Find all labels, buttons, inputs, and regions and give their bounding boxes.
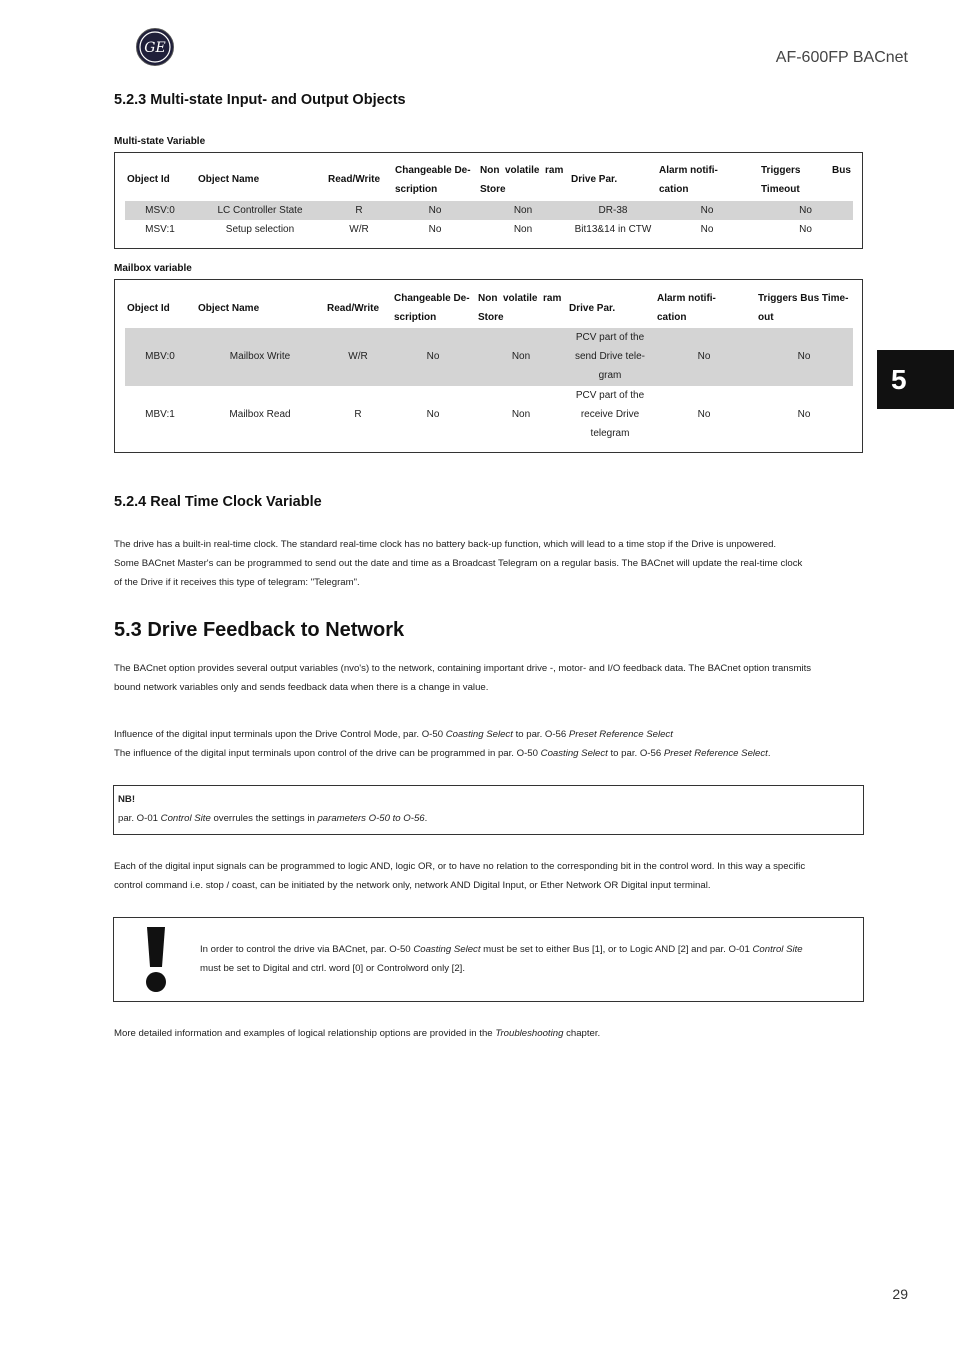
text-span: to par. O-56	[607, 748, 664, 759]
mailbox-table	[114, 279, 863, 453]
cell-object-id: MBV:0	[145, 351, 175, 362]
influence-line-2	[114, 744, 864, 763]
cell-nonvolatile: Non	[513, 224, 533, 235]
param-name: Preset Reference Select	[568, 729, 673, 740]
cell-nonvolatile: Non	[511, 409, 531, 420]
cell-alarm: No	[700, 205, 714, 216]
section-heading-523: 5.2.3 Multi-state Input- and Output Objects	[114, 92, 406, 108]
table-header-row	[125, 289, 853, 328]
section-heading-524: 5.2.4 Real Time Clock Variable	[114, 494, 322, 510]
header-object-id: Object Id	[127, 303, 170, 314]
mailbox-table-caption: Mailbox variable	[114, 263, 192, 274]
cell-object-name: Mailbox Write	[229, 351, 291, 362]
header-nonvolatile-line1: Non volatile ram	[480, 165, 564, 176]
document-title: AF-600FP BACnet	[775, 49, 908, 66]
logic-line-1: Each of the digital input signals can be programmed to logic AND, logic OR, or to have no relation to the corresponding bit in the control word. In this way a specific	[114, 861, 806, 872]
influence-paragraph	[114, 725, 864, 763]
text-span: More detailed information and examples of logical relationship options are provided in the	[114, 1028, 496, 1039]
header-changeable-line2: scription	[394, 312, 437, 323]
text-span: The influence of the digital input terminals upon control of the drive can be programmed in par. O-50	[114, 748, 541, 759]
rtc-line-2: Some BACnet Master's can be programmed to send out the date and time as a Broadcast Telegram on a regular basis. The BACnet will update the real-time clock	[114, 558, 803, 569]
svg-text:GE: GE	[144, 40, 166, 56]
header-nonvolatile-line1: Non volatile ram	[478, 293, 562, 304]
chapter-tab: 5	[877, 350, 954, 409]
header-triggers-line1: Triggers	[761, 165, 801, 176]
cell-nonvolatile: Non	[513, 205, 533, 216]
note-box	[113, 785, 864, 835]
rtc-line-3: of the Drive if it receives this type of telegram: "Telegram".	[114, 577, 360, 588]
cell-drive-par-line1: PCV part of the	[575, 390, 645, 401]
param-name: Control Site	[160, 813, 211, 824]
header-changeable-line1: Changeable De-	[395, 165, 471, 176]
cell-read-write: W/R	[348, 351, 368, 362]
feedback-intro-paragraph	[114, 659, 864, 697]
param-name: Coasting Select	[445, 729, 513, 740]
header-nonvolatile-line2: Store	[480, 184, 506, 195]
multistate-table-caption: Multi-state Variable	[114, 136, 206, 147]
text-span: .	[767, 748, 771, 759]
more-info-paragraph	[114, 1024, 864, 1043]
text-span: chapter.	[563, 1028, 601, 1039]
note-text	[118, 809, 858, 828]
cell-alarm: No	[697, 351, 711, 362]
cell-alarm: No	[697, 409, 711, 420]
ge-logo-icon	[136, 28, 174, 66]
section-heading-53: 5.3 Drive Feedback to Network	[114, 619, 405, 641]
header-object-id: Object Id	[127, 174, 170, 185]
text-span: .	[424, 813, 428, 824]
cell-alarm: No	[700, 224, 714, 235]
warning-box	[113, 917, 864, 1002]
cell-changeable: No	[426, 409, 440, 420]
table-row	[125, 201, 853, 220]
cell-changeable: No	[428, 205, 442, 216]
text-span: overrules the settings in	[210, 813, 318, 824]
header-changeable-line1: Changeable De-	[394, 293, 470, 304]
table-row	[125, 386, 853, 444]
cell-drive-par: Bit13&14 in CTW	[574, 224, 652, 235]
intro-line-2: bound network variables only and sends feedback data when there is a change in value.	[114, 682, 489, 693]
logic-paragraph	[114, 857, 864, 895]
page-number: 29	[892, 1286, 908, 1302]
text-span: to par. O-56	[512, 729, 569, 740]
text-span: In order to control the drive via BACnet, par. O-50	[200, 944, 414, 955]
warning-line-2: must be set to Digital and ctrl. word [0] or Controlword only [2].	[200, 963, 466, 974]
header-read-write: Read/Write	[327, 303, 380, 314]
header-drive-par: Drive Par.	[571, 174, 618, 185]
header-triggers-line1: Triggers Bus Time-	[758, 293, 849, 304]
header-triggers-line2: out	[758, 312, 774, 323]
param-name: Control Site	[752, 944, 803, 955]
cell-triggers: No	[797, 409, 811, 420]
cell-triggers: No	[799, 224, 812, 235]
rtc-paragraph	[114, 535, 864, 592]
cell-object-id: MSV:1	[145, 224, 175, 235]
header-triggers-bus: Bus	[832, 165, 851, 176]
param-name: Coasting Select	[413, 944, 481, 955]
table-row	[125, 220, 853, 239]
header-alarm-line1: Alarm notifi-	[659, 165, 718, 176]
cell-changeable: No	[426, 351, 440, 362]
header-triggers-line2: Timeout	[761, 184, 800, 195]
text-span: must be set to either Bus [1], or to Logic AND [2] and par. O-01	[480, 944, 753, 955]
chapter-reference: Troubleshooting	[495, 1028, 564, 1039]
table-row	[125, 328, 853, 386]
note-content	[118, 790, 858, 828]
header-object-name: Object Name	[198, 303, 260, 314]
cell-object-name: Setup selection	[225, 224, 295, 235]
param-name: Coasting Select	[540, 748, 608, 759]
cell-triggers: No	[797, 351, 811, 362]
cell-changeable: No	[428, 224, 442, 235]
text-span: par. O-01	[118, 813, 161, 824]
param-name: Preset Reference Select	[663, 748, 768, 759]
text-span: Influence of the digital input terminals upon the Drive Control Mode, par. O-50	[114, 729, 446, 740]
table-header-row	[125, 161, 853, 201]
cell-object-id: MSV:0	[145, 205, 175, 216]
cell-drive-par-line2: receive Drive	[580, 409, 640, 420]
cell-nonvolatile: Non	[511, 351, 531, 362]
header-object-name: Object Name	[198, 174, 260, 185]
multistate-table	[114, 152, 863, 249]
cell-read-write: W/R	[349, 224, 369, 235]
intro-line-1: The BACnet option provides several output variables (nvo's) to the network, containing important drive -, motor- and I/O feedback data. The BACnet option transmits	[114, 663, 812, 674]
header-alarm-line2: cation	[657, 312, 687, 323]
warning-text	[200, 940, 860, 978]
cell-read-write: R	[355, 205, 363, 216]
cell-drive-par-line1: PCV part of the	[575, 332, 645, 343]
influence-line-1	[114, 725, 864, 744]
rtc-line-1: The drive has a built-in real-time clock. The standard real-time clock has no battery back-up function, which will lead to a time stop if the Drive is unpowered.	[114, 539, 777, 550]
header-read-write: Read/Write	[328, 174, 381, 185]
cell-drive-par-line3: telegram	[590, 428, 630, 439]
cell-read-write: R	[354, 409, 362, 420]
cell-triggers: No	[799, 205, 812, 216]
cell-drive-par: DR-38	[598, 205, 628, 216]
header-alarm-line2: cation	[659, 184, 689, 195]
header-nonvolatile-line2: Store	[478, 312, 504, 323]
header-alarm-line1: Alarm notifi-	[657, 293, 716, 304]
exclamation-icon	[143, 927, 169, 993]
cell-object-id: MBV:1	[145, 409, 175, 420]
note-title: NB!	[118, 794, 136, 805]
logic-line-2: control command i.e. stop / coast, can be initiated by the network only, network AND Digital Input, or Ether Network OR Digital input terminal.	[114, 880, 711, 891]
cell-drive-par-line2: send Drive tele-	[574, 351, 646, 362]
warning-line-1	[200, 940, 860, 959]
param-range: parameters O-50 to O-56	[317, 813, 425, 824]
cell-object-name: Mailbox Read	[229, 409, 291, 420]
header-drive-par: Drive Par.	[569, 303, 616, 314]
cell-drive-par-line3: gram	[598, 370, 622, 381]
header-changeable-line2: scription	[395, 184, 438, 195]
cell-object-name: LC Controller State	[217, 205, 303, 216]
